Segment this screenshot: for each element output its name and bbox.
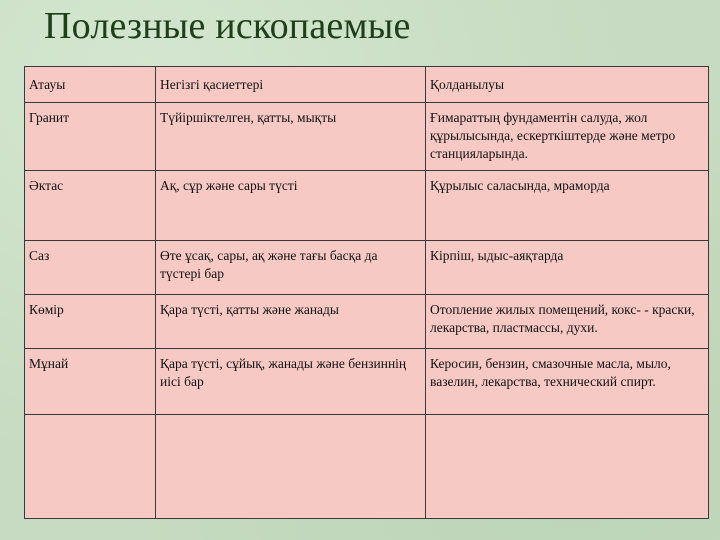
cell-properties: Өте ұсақ, сары, ақ және тағы басқа да түстері бар xyxy=(156,241,426,295)
cell-usage: Керосин, бензин, смазочные масла, мыло, вазелин, лекарства, технический спирт. xyxy=(426,349,709,415)
cell-properties: Қара түсті, қатты және жанады xyxy=(156,295,426,349)
cell-usage: Құрылыс саласында, мраморда xyxy=(426,171,709,241)
table-row-empty xyxy=(25,415,709,519)
minerals-table xyxy=(24,66,709,519)
cell-properties: Түйіршіктелген, қатты, мықты xyxy=(156,103,426,171)
cell-usage: Отопление жилых помещений, кокс- - краски, лекарства, пластмассы, духи. xyxy=(426,295,709,349)
column-header-usage: Қолданылуы xyxy=(426,67,709,103)
table-row xyxy=(25,295,709,349)
page-title: Полезные ископаемые xyxy=(44,5,411,47)
column-header-properties: Негізгі қасиеттері xyxy=(156,67,426,103)
cell-usage: Кірпіш, ыдыс-аяқтарда xyxy=(426,241,709,295)
cell-name: Гранит xyxy=(25,103,156,171)
cell-name: Саз xyxy=(25,241,156,295)
table-row xyxy=(25,103,709,171)
cell-name: Көмір xyxy=(25,295,156,349)
cell-usage: Ғимараттың фундаментін салуда, жол құрылысында, ескерткіштерде және метро станцияларында. xyxy=(426,103,709,171)
table-row xyxy=(25,241,709,295)
cell-properties: Ақ, сұр және сары түсті xyxy=(156,171,426,241)
column-header-name: Атауы xyxy=(25,67,156,103)
cell-usage xyxy=(426,415,709,519)
cell-name xyxy=(25,415,156,519)
cell-name: Әктас xyxy=(25,171,156,241)
table-header-row xyxy=(25,67,709,103)
table-row xyxy=(25,349,709,415)
cell-properties xyxy=(156,415,426,519)
table-row xyxy=(25,171,709,241)
cell-name: Мұнай xyxy=(25,349,156,415)
cell-properties: Қара түсті, сұйық, жанады және бензиннің иісі бар xyxy=(156,349,426,415)
